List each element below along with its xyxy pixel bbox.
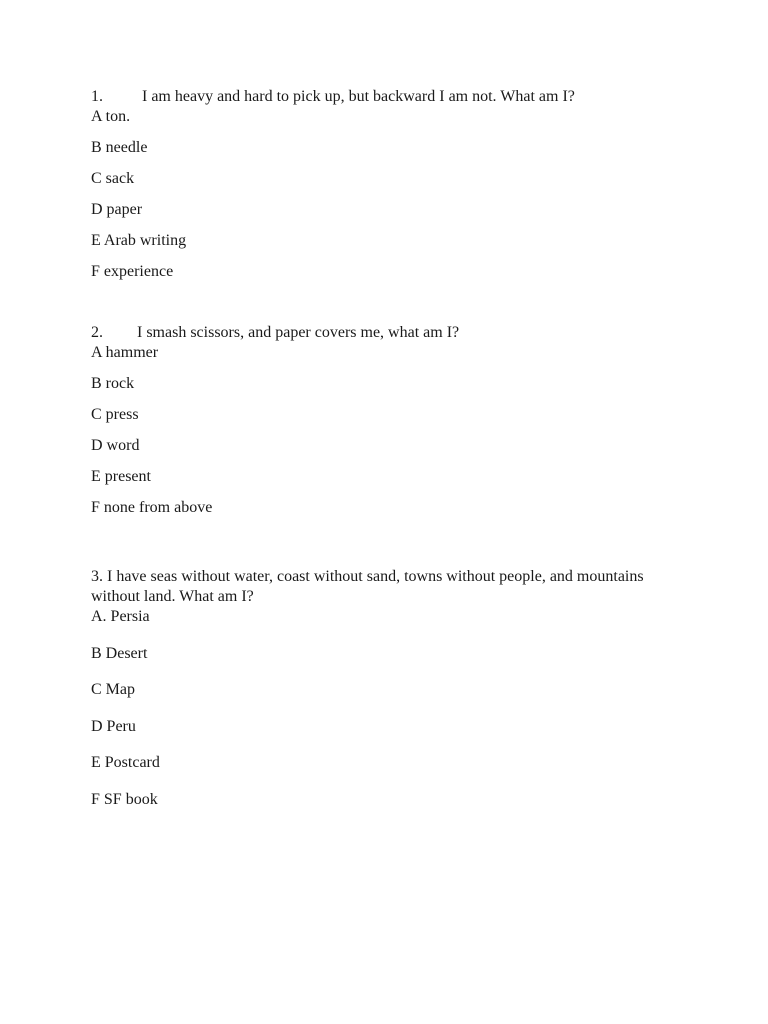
question-number: 3.: [91, 568, 103, 585]
answer-option-f: F experience: [91, 263, 174, 280]
question-number: 2.: [91, 324, 103, 341]
answer-option-c: C Map: [91, 681, 135, 698]
question-text: I have seas without water, coast without sand, towns without people, and mountains without land. What am I?: [91, 568, 644, 605]
answer-option-f: F none from above: [91, 499, 213, 516]
answer-option-d: D Peru: [91, 717, 136, 735]
answer-option-f: F SF book: [91, 790, 158, 808]
answer-option-b: B rock: [91, 375, 135, 392]
answer-option-e: E Postcard: [91, 754, 160, 771]
answer-option-d: D paper: [91, 201, 143, 218]
question-stem: [91, 567, 691, 607]
question-number: 1.: [91, 88, 103, 105]
answer-options: [91, 343, 691, 518]
question-stem: [91, 87, 691, 107]
question-text: I am heavy and hard to pick up, but backward I am not. What am I?: [142, 88, 575, 105]
answer-options: [91, 107, 691, 282]
answer-option-a: A ton.: [91, 108, 131, 125]
question-3: [91, 567, 691, 810]
answer-option-a: A hammer: [91, 344, 159, 361]
answer-option-d: D word: [91, 437, 140, 454]
answer-option-b: B Desert: [91, 644, 148, 662]
question-1: [91, 87, 691, 282]
answer-option-b: B needle: [91, 139, 148, 156]
answer-option-e: E Arab writing: [91, 232, 187, 249]
answer-options: [91, 607, 691, 810]
answer-option-c: C press: [91, 406, 139, 423]
answer-option-a: A. Persia: [91, 608, 150, 625]
question-text: I smash scissors, and paper covers me, what am I?: [137, 324, 460, 341]
answer-option-c: C sack: [91, 170, 135, 187]
answer-option-e: E present: [91, 468, 151, 485]
question-stem: [91, 323, 691, 343]
question-2: [91, 323, 691, 518]
